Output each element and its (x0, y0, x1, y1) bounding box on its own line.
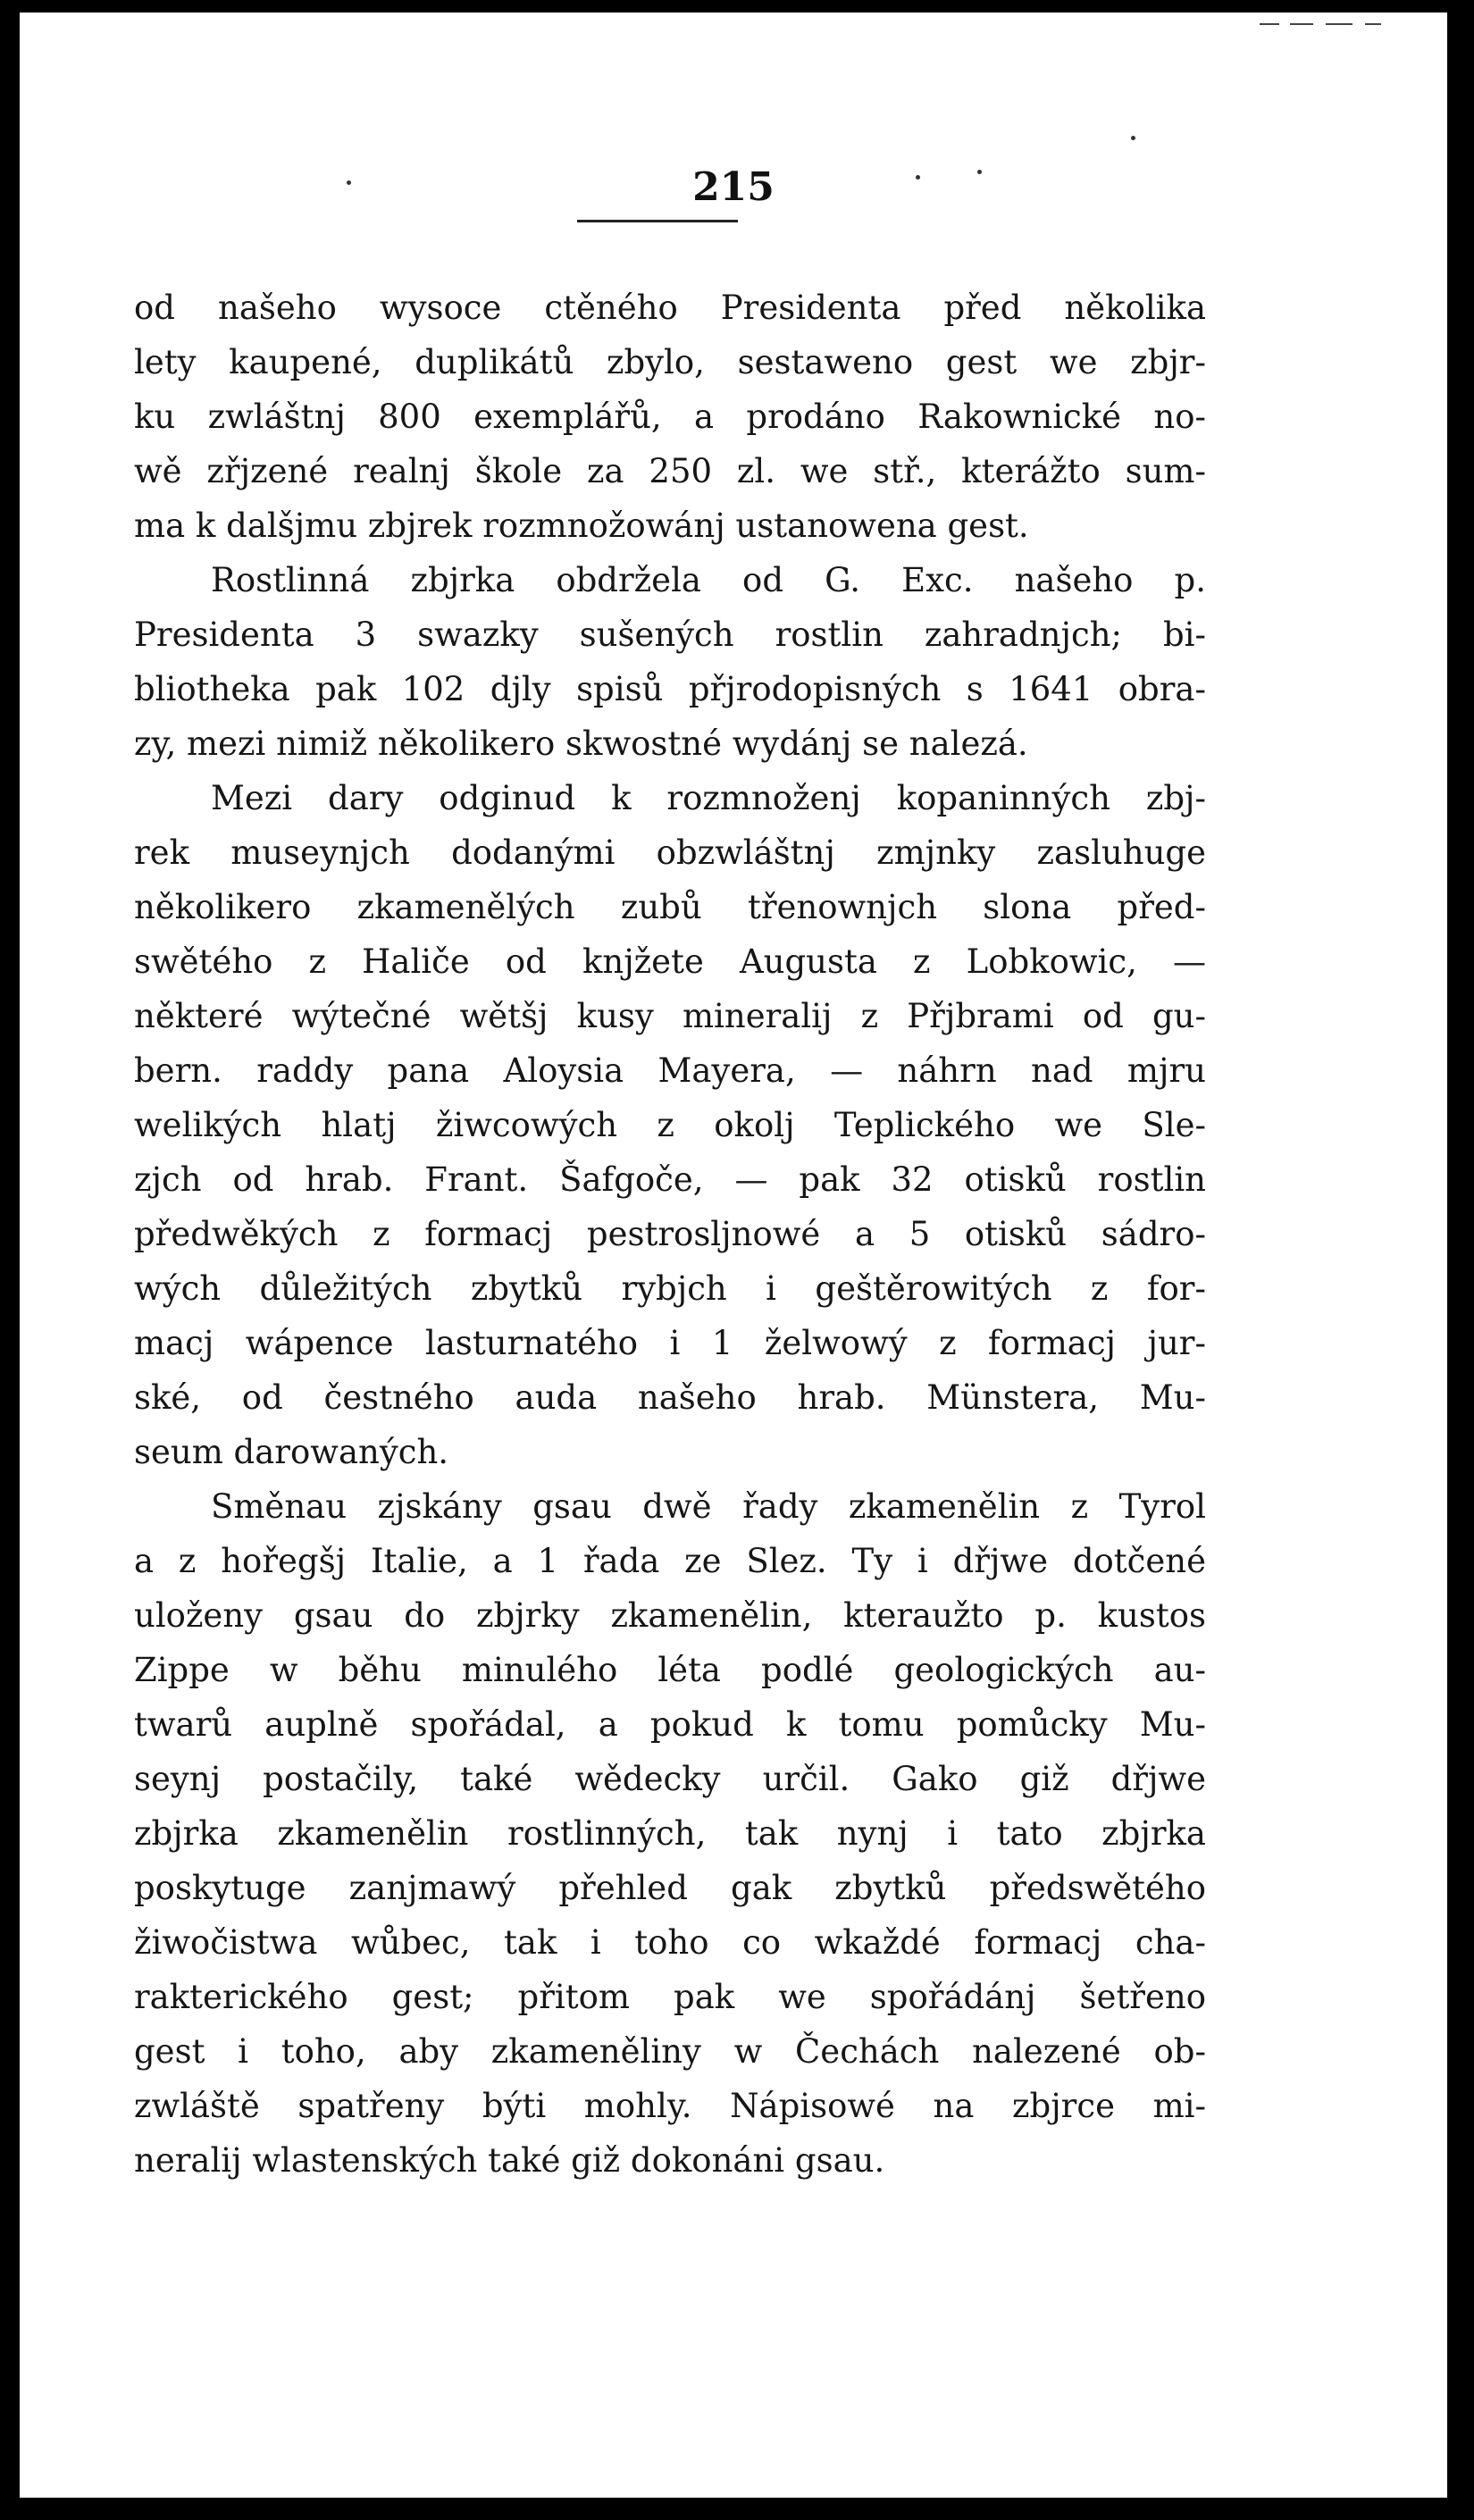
text-line: ku zwláštnj 800 exemplářů, a prodáno Rakownické no- (134, 398, 1206, 436)
text-line: bliotheka pak 102 djly spisů přjrodopisných s 1641 obra- (134, 670, 1206, 708)
text-line: welikých hlatj žiwcowých z okolj Teplického we Sle- (134, 1106, 1206, 1144)
ink-speck (1131, 136, 1135, 140)
text-line: ma k dalšjmu zbjrek rozmnožowánj ustanowena gest. (134, 507, 1029, 545)
text-line: Presidenta 3 swazky sušených rostlin zahradnjch; bi- (134, 615, 1206, 654)
text-line: některé wýtečné wětšj kusy mineralij z Přjbrami od gu- (134, 997, 1206, 1035)
text-line: zbjrka zkamenělin rostlinných, tak nynj i tato zbjrka (134, 1814, 1206, 1853)
page-number-rule (577, 220, 738, 222)
text-line: wých důležitých zbytků rybjch i geštěrowitých z for- (134, 1269, 1206, 1308)
text-line: rakterického gest; přitom pak we spořádánj šetřeno (134, 1978, 1206, 2016)
text-line: macj wápence lasturnatého i 1 želwowý z formacj jur- (134, 1324, 1206, 1362)
text-line: zwláště spatřeny býti mohly. Nápisowé na zbjrce mi- (134, 2087, 1206, 2125)
text-line: swětého z Haliče od knjžete Augusta z Lobkowic, — (134, 942, 1206, 981)
text-line: wě zřjzené realnj škole za 250 zl. we stř., kterážto sum- (134, 452, 1206, 490)
text-line: předwěkých z formacj pestroslјnowé a 5 otisků sádro- (134, 1215, 1206, 1253)
text-line: gest i toho, aby zkameněliny w Čechách nalezené ob- (134, 2032, 1206, 2071)
text-line: seum darowaných. (134, 1433, 449, 1471)
text-line: twarů auplně spořádal, a pokud k tomu pomůcky Mu- (134, 1705, 1206, 1744)
body-text (134, 280, 1206, 2188)
page-number: 215 (692, 164, 775, 210)
text-line: lety kaupené, duplikátů zbylo, sestaweno gest we zbjr- (134, 343, 1206, 381)
text-line: ské, od čestného auda našeho hrab. Münstera, Mu- (134, 1378, 1206, 1417)
text-line: bern. raddy pana Aloysia Mayera, — náhrn nad mjru (134, 1051, 1206, 1090)
text-line: neralij wlastenských také giž dokonáni gsau. (134, 2141, 885, 2180)
text-line: rek museynjch dodanými obzwláštnj zmjnky zasluhuge (134, 833, 1206, 872)
text-line: několikero zkamenělých zubů třenownjch slona před- (134, 888, 1206, 926)
text-line: žiwočistwa wůbec, tak i toho co wkaždé formacj cha- (134, 1923, 1206, 1962)
text-line: a z hořegšj Italie, a 1 řada ze Slez. Ty i dřjwe dotčené (134, 1542, 1206, 1580)
text-line: Rostlinná zbjrka obdržela od G. Exc. našeho p. (211, 561, 1206, 599)
margin-marks (1260, 20, 1394, 29)
text-line: Zippe w běhu minulého léta podlé geologických au- (134, 1651, 1206, 1689)
text-line: Mezi dary odginud k rozmnoženj kopaninných zbj- (211, 779, 1206, 817)
book-page (20, 13, 1447, 2498)
text-line: od našeho wysoce ctěného Presidenta před několika (134, 289, 1206, 327)
text-line: Směnau zjskány gsau dwě řady zkamenělin z Tyrol (211, 1487, 1206, 1526)
text-line: poskytuge zanjmawý přehled gak zbytků předswětého (134, 1869, 1206, 1907)
text-line: seynj postačily, také wědecky určil. Gako giž dřjwe (134, 1760, 1206, 1798)
text-line: zjch od hrab. Frant. Šafgoče, — pak 32 otisků rostlin (134, 1160, 1206, 1199)
text-line: zy, mezi nimiž několikero skwostné wydánj se nalezá. (134, 724, 1028, 763)
text-line: uloženy gsau do zbjrky zkamenělin, kteraužto p. kustos (134, 1596, 1206, 1635)
